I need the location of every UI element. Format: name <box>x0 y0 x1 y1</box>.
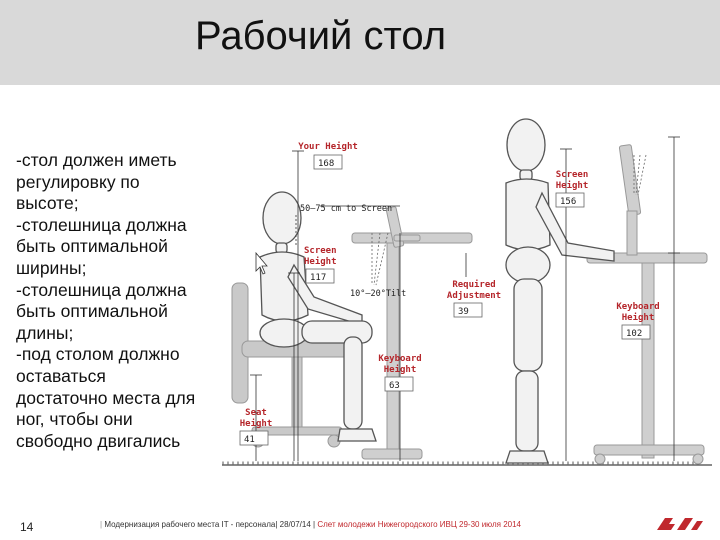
page-number: 14 <box>20 520 34 534</box>
standing-keyboard-height-line2: Height <box>621 313 655 323</box>
sitting-desk <box>352 233 472 459</box>
rzd-logo-icon <box>655 514 705 534</box>
your-height-value: 168 <box>318 159 335 169</box>
body-line: достаточно места для <box>16 387 196 408</box>
distance-label: 50–75 cm to Screen <box>300 204 393 214</box>
body-line: длины; <box>16 322 74 343</box>
body-line: ног, чтобы они <box>16 409 133 430</box>
keyboard-height-sitting-value: 63 <box>389 381 400 391</box>
slide-header <box>0 0 720 85</box>
sitting-mannequin <box>260 192 376 441</box>
body-line: оставаться <box>16 365 106 386</box>
seat-height-value: 41 <box>244 435 255 445</box>
standing-screen-height-line1: Screen <box>555 170 589 180</box>
body-text <box>16 150 216 452</box>
keyboard-height-standing-value: 102 <box>626 329 643 339</box>
required-adjustment-value: 39 <box>458 307 469 317</box>
body-line: -столешница должна <box>16 214 187 235</box>
standing-desk <box>587 253 707 464</box>
screen-height-label-line1: Screen <box>304 246 337 256</box>
screen-height-label-line2: Height <box>304 257 337 267</box>
body-line: -под столом должно <box>16 344 180 365</box>
seat-height-label-line1: Seat <box>245 408 267 418</box>
body-line: регулировку по <box>16 171 140 192</box>
body-line: быть оптимальной <box>16 236 168 257</box>
standing-monitor <box>619 145 641 255</box>
keyboard-height-label-line1: Keyboard <box>378 354 422 364</box>
screen-height-sitting-value: 117 <box>310 273 327 283</box>
ergonomics-diagram <box>222 115 712 475</box>
body-line: свободно двигались <box>16 430 181 451</box>
tilt-label: 10°–20°Tilt <box>350 289 407 299</box>
screen-height-standing-value: 156 <box>560 197 577 207</box>
standing-screen-height-line2: Height <box>555 181 589 191</box>
body-line: высоте; <box>16 193 79 214</box>
required-adjustment-line1: Required <box>452 280 496 290</box>
seat-height-label-line2: Height <box>239 419 273 429</box>
standing-keyboard-height-line1: Keyboard <box>616 302 660 312</box>
your-height-label: Your Height <box>298 142 358 152</box>
footer-right-text: Слет молодежи Нижегородского ИВЦ 29-30 июля 2014 <box>317 520 522 529</box>
body-line: ширины; <box>16 257 87 278</box>
required-adjustment-line2: Adjustment <box>446 291 502 301</box>
slide-title: Рабочий стол <box>195 14 447 58</box>
footer-left-text: Модернизация рабочего места IT - персонала| 28/07/14 | <box>104 520 316 529</box>
keyboard-height-label-line2: Height <box>383 365 417 375</box>
body-line: -стол должен иметь <box>16 150 177 170</box>
footer: | Модернизация рабочего места IT - персонала| 28/07/14 | Слет молодежи Нижегородского ИВЦ 29-30 июля 2014 <box>100 520 522 529</box>
body-line: быть оптимальной <box>16 301 168 322</box>
body-line: -столешница должна <box>16 279 187 300</box>
